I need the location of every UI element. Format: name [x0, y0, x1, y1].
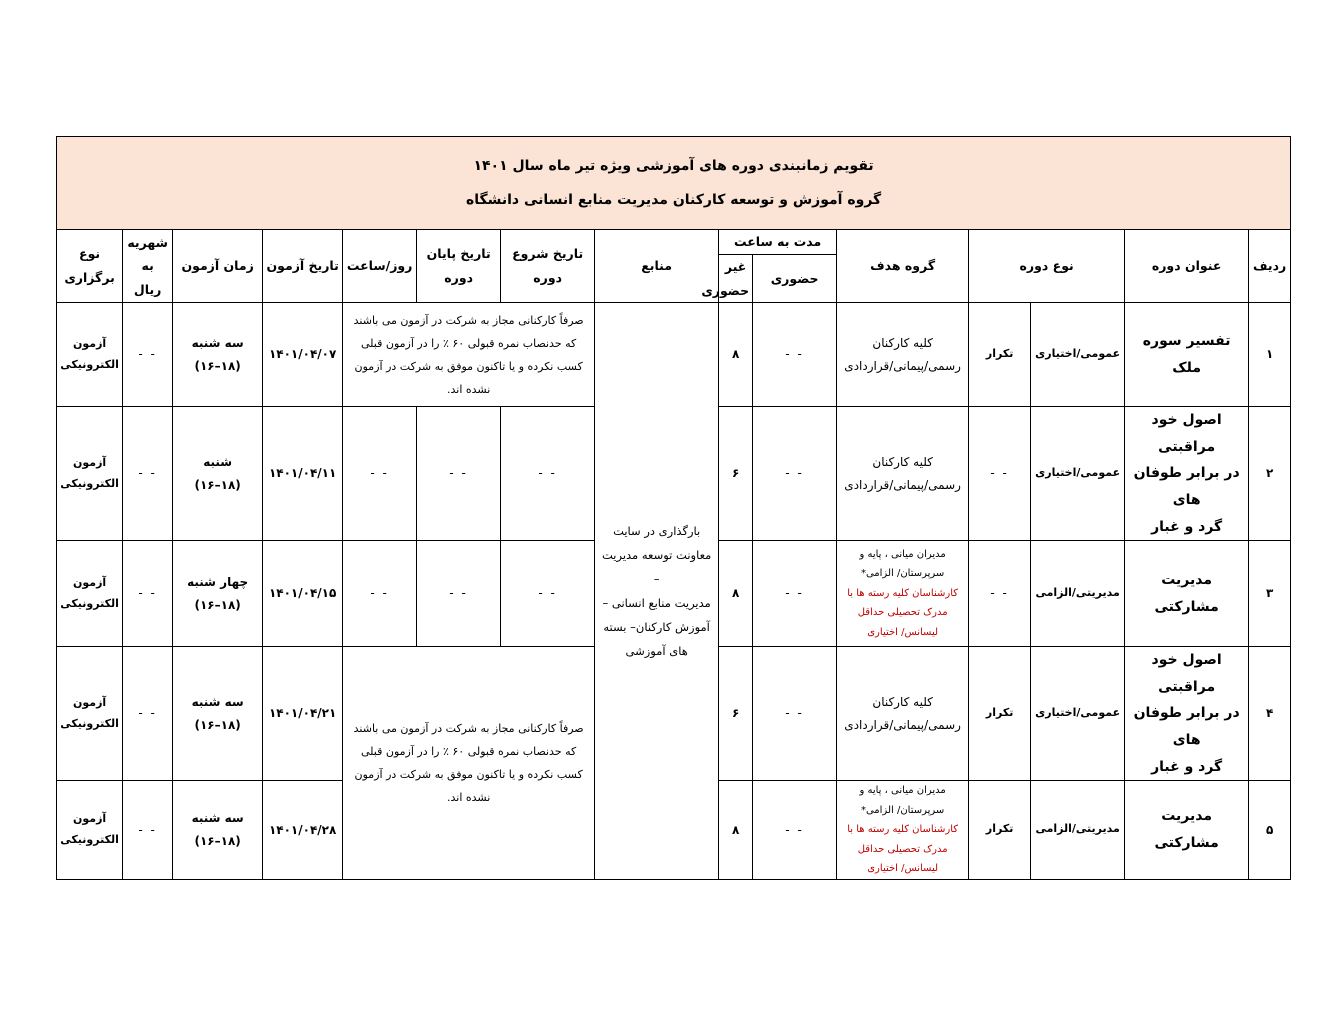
course-title-line: اصول خود مراقبتی [1151, 412, 1222, 455]
resources-line: معاونت توسعه مدیریت – [601, 547, 712, 586]
target-line: کارشناسان کلیه رسته ها با [847, 587, 959, 599]
header-non-in-person-line-2: حضوری [701, 282, 750, 298]
header-resources: منابع [595, 230, 719, 303]
note-line: که حدنصاب نمره قبولی ۶۰ ٪ را در آزمون قبلی [361, 744, 577, 758]
exam-hours: (۱۸–۱۶) [194, 358, 241, 373]
target-line: کلیه کارکنان [872, 694, 933, 709]
exam-date: ۱۴۰۱/۰۴/۱۱ [263, 407, 343, 541]
row-number: ۱ [1249, 303, 1291, 407]
course-title-line: گرد و غبار [1151, 758, 1223, 775]
held-type [57, 303, 123, 407]
held-type-line: آزمون [72, 812, 107, 826]
header-held-type-line-1: نوع [79, 246, 101, 262]
target-line: مدیران میانی ، پایه و [859, 548, 946, 560]
held-type [57, 647, 123, 781]
start-date: - - [501, 541, 595, 647]
repeat-flag: تکرار [969, 647, 1031, 781]
course-title: مدیریت مشارکتی [1125, 781, 1249, 880]
held-type-line: الکترونیکی [60, 716, 119, 730]
header-target-group: گروه هدف [837, 230, 969, 303]
held-type-line: آزمون [72, 336, 107, 350]
target-line: رسمی/پیمانی/قراردادی [844, 477, 961, 492]
course-title-line: اصول خود مراقبتی [1151, 652, 1222, 695]
header-non-in-person-line-1: غیر [724, 258, 747, 274]
resources-line: آموزش کارکنان– بسته [603, 620, 710, 635]
target-line: مدرک تحصیلی حداقل [857, 607, 948, 619]
non-in-person-hours: ۸ [719, 541, 753, 647]
row-number: ۳ [1249, 541, 1291, 647]
header-course-type: نوع دوره [969, 230, 1125, 303]
exam-time [173, 781, 263, 880]
exam-hours: (۱۸–۱۶) [194, 477, 241, 492]
end-date: - - [417, 407, 501, 541]
note-line: نشده اند. [446, 791, 491, 805]
row-number: ۴ [1249, 647, 1291, 781]
exam-time [173, 647, 263, 781]
non-in-person-hours: ۶ [719, 407, 753, 541]
row-number: ۲ [1249, 407, 1291, 541]
held-type-line: آزمون [72, 695, 107, 709]
course-type: عمومی/اختیاری [1031, 407, 1125, 541]
course-type: عمومی/اختیاری [1031, 647, 1125, 781]
title-row [57, 137, 1291, 230]
target-group [837, 407, 969, 541]
held-type-line: الکترونیکی [60, 596, 119, 610]
in-person-hours: - - [753, 303, 837, 407]
exam-day: سه شنبه [191, 694, 244, 709]
held-type-line: آزمون [72, 455, 107, 469]
exam-date: ۱۴۰۱/۰۴/۰۷ [263, 303, 343, 407]
course-title-line: در برابر طوفان های [1133, 705, 1240, 748]
exam-hours: (۱۸–۱۶) [194, 833, 241, 848]
title-line-2: گروه آموزش و توسعه کارکنان مدیریت منابع انسانی دانشگاه [465, 192, 882, 208]
fee: - - [123, 407, 173, 541]
exam-day: سه شنبه [191, 335, 244, 350]
non-in-person-hours: ۶ [719, 647, 753, 781]
repeat-flag: - - [969, 407, 1031, 541]
header-day-time: روز/ساعت [343, 230, 417, 303]
note-line: که حدنصاب نمره قبولی ۶۰ ٪ را در آزمون قبلی [361, 336, 577, 350]
header-end-date-line-2: دوره [444, 270, 474, 286]
header-row-no: ردیف [1249, 230, 1291, 303]
target-line: رسمی/پیمانی/قراردادی [844, 358, 961, 373]
held-type-line: آزمون [72, 575, 107, 589]
header-duration: مدت به ساعت [719, 230, 837, 255]
resources-line: های آموزشی [625, 644, 688, 659]
fee: - - [123, 647, 173, 781]
eligibility-note [343, 303, 595, 407]
exam-time [173, 407, 263, 541]
target-line: رسمی/پیمانی/قراردادی [844, 717, 961, 732]
title-line-1: تقویم زمانبندی دوره های آموزشی ویژه تیر ماه سال ۱۴۰۱ [473, 158, 874, 174]
exam-day: چهار شنبه [187, 574, 249, 589]
exam-date: ۱۴۰۱/۰۴/۱۵ [263, 541, 343, 647]
header-held-type-line-2: برگزاری [64, 270, 115, 286]
target-line: کلیه کارکنان [872, 335, 933, 350]
note-line: صرفاً کارکنانی مجاز به شرکت در آزمون می باشند [353, 313, 584, 327]
exam-day: شنبه [203, 454, 233, 469]
exam-date: ۱۴۰۱/۰۴/۲۸ [263, 781, 343, 880]
note-line: کسب نکرده و یا تاکنون موفق به شرکت در آزمون [354, 767, 583, 781]
course-title-line: در برابر طوفان های [1133, 465, 1240, 509]
fee: - - [123, 541, 173, 647]
note-line: صرفاً کارکنانی مجاز به شرکت در آزمون می باشند [353, 721, 584, 735]
course-title [1125, 407, 1249, 541]
repeat-flag: تکرار [969, 781, 1031, 880]
target-line: لیسانس/ اختیاری [867, 626, 939, 638]
resources-line: بارگذاری در سایت [613, 523, 701, 538]
exam-day: سه شنبه [191, 811, 244, 826]
header-row-1 [57, 230, 1291, 255]
table-row [57, 303, 1291, 407]
in-person-hours: - - [753, 781, 837, 880]
non-in-person-hours: ۸ [719, 781, 753, 880]
target-line: مدرک تحصیلی حداقل [857, 843, 948, 855]
end-date: - - [417, 541, 501, 647]
schedule-table [56, 136, 1291, 880]
held-type-line: الکترونیکی [60, 476, 119, 490]
start-date: - - [501, 407, 595, 541]
title-banner [57, 137, 1291, 230]
target-line: سرپرستان/ الزامی* [860, 568, 945, 580]
header-fee-line-2: به ریال [133, 258, 162, 297]
target-group [837, 647, 969, 781]
resources-line: مدیریت منابع انسانی – [602, 595, 711, 610]
target-group [837, 541, 969, 647]
held-type [57, 407, 123, 541]
course-type: مدیریتی/الزامی [1031, 781, 1125, 880]
fee: - - [123, 303, 173, 407]
header-end-date-line-1: تاریخ پایان [426, 246, 491, 262]
course-type: مدیریتی/الزامی [1031, 541, 1125, 647]
target-line: لیسانس/ اختیاری [867, 863, 939, 875]
note-line: کسب نکرده و یا تاکنون موفق به شرکت در آزمون [354, 359, 583, 373]
held-type-line: الکترونیکی [60, 357, 119, 371]
header-fee [123, 230, 173, 303]
header-exam-date: تاریخ آزمون [263, 230, 343, 303]
header-start-date: تاریخ شروع دوره [501, 230, 595, 303]
note-line: نشده اند. [446, 382, 491, 396]
header-held-type [57, 230, 123, 303]
target-group [837, 781, 969, 880]
eligibility-note [343, 647, 595, 879]
fee: - - [123, 781, 173, 880]
day-time: - - [343, 407, 417, 541]
exam-date: ۱۴۰۱/۰۴/۲۱ [263, 647, 343, 781]
in-person-hours: - - [753, 541, 837, 647]
header-non-in-person [701, 254, 753, 303]
exam-hours: (۱۸–۱۶) [194, 597, 241, 612]
header-exam-time: زمان آزمون [173, 230, 263, 303]
in-person-hours: - - [753, 407, 837, 541]
exam-time [173, 541, 263, 647]
target-line: مدیران میانی ، پایه و [859, 785, 946, 797]
held-type-line: الکترونیکی [60, 832, 119, 846]
target-group [837, 303, 969, 407]
held-type [57, 541, 123, 647]
header-end-date [417, 230, 501, 303]
target-line: کلیه کارکنان [872, 454, 933, 469]
header-fee-line-1: شهریه [127, 234, 168, 250]
target-line: کارشناسان کلیه رسته ها با [847, 824, 959, 836]
in-person-hours: - - [753, 647, 837, 781]
course-title: مدیریت مشارکتی [1125, 541, 1249, 647]
exam-time [173, 303, 263, 407]
course-type: عمومی/اختیاری [1031, 303, 1125, 407]
repeat-flag: - - [969, 541, 1031, 647]
course-title [1125, 647, 1249, 781]
header-course-title: عنوان دوره [1125, 230, 1249, 303]
day-time: - - [343, 541, 417, 647]
row-number: ۵ [1249, 781, 1291, 880]
non-in-person-hours: ۸ [719, 303, 753, 407]
header-in-person: حضوری [753, 254, 837, 303]
resources-cell [595, 303, 719, 879]
exam-hours: (۱۸–۱۶) [194, 717, 241, 732]
held-type [57, 781, 123, 880]
course-title-line: گرد و غبار [1151, 518, 1223, 535]
course-title: تفسیر سوره ملک [1125, 303, 1249, 407]
schedule-sheet [56, 136, 1290, 880]
repeat-flag: تکرار [969, 303, 1031, 407]
target-line: سرپرستان/ الزامی* [860, 804, 945, 816]
